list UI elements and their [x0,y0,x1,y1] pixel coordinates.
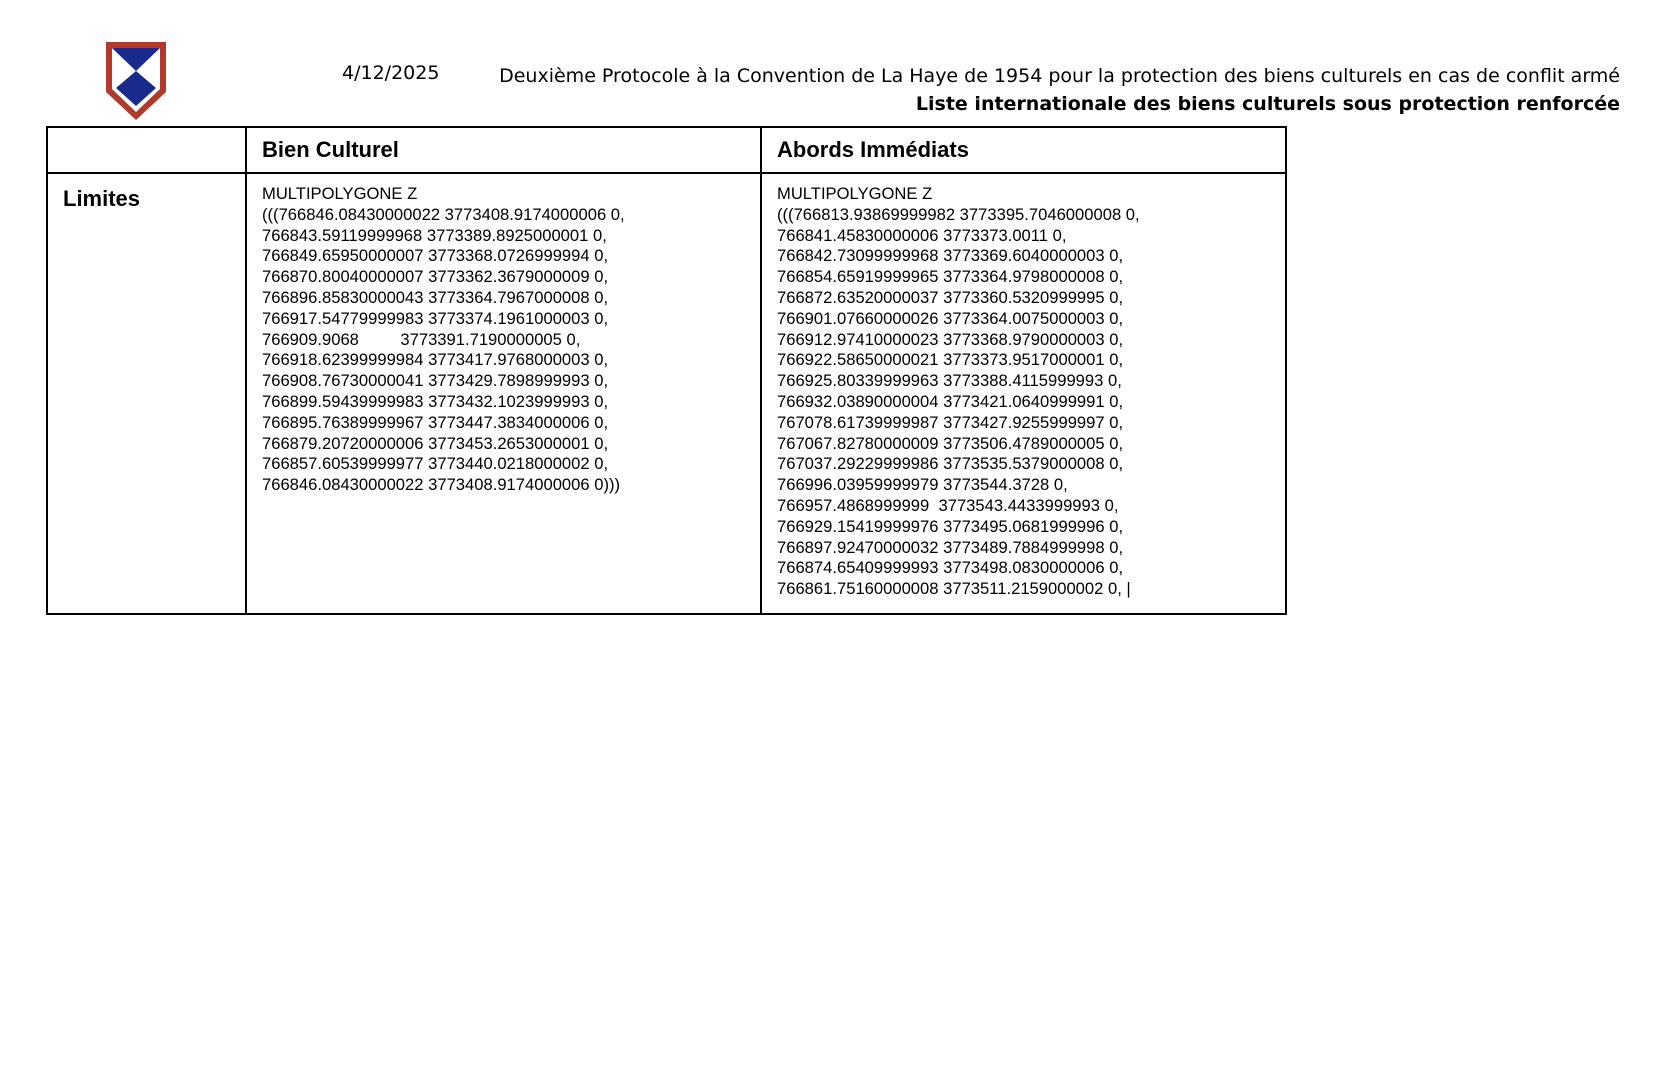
bien-culturel-coordinates: MULTIPOLYGONE Z (((766846.08430000022 3773408.9174000006 0, 766843.59119999968 3773389.8925000001 0, 766849.65950000007 3773368.0726999994 0, 766870.80040000007 3773362.3679000009 0, 766896.85830000043 3773364.7967000008 0, 766917.54779999983 3773374.1961000003 0, 766909.9068 3773391.7190000005 0, 766918.62399999984 3773417.9768000003 0, 766908.76730000041 3773429.7898999993 0, 766899.59439999983 3773432.1023999993 0, 766895.76389999967 3773447.3834000006 0, 766879.20720000006 3773453.2653000001 0, 766857.60539999977 3773440.0218000002 0, 766846.08430000022 3773408.9174000006 0))) [246,173,761,614]
row-label-limites: Limites [47,173,246,614]
table-row-limites [47,173,1286,614]
document-title: Deuxième Protocole à la Convention de La Haye de 1954 pour la protection des biens culturels en cas de conflit armé [499,65,1620,87]
table-header-row [47,127,1286,173]
document-subtitle: Liste internationale des biens culturels sous protection renforcée [915,93,1620,115]
header-cell-empty [47,127,246,173]
document-header [499,62,1620,118]
header-cell-abords-immediats: Abords Immédiats [761,127,1286,173]
document-date: 4/12/2025 [342,62,440,84]
limits-table [46,126,1287,615]
header-cell-bien-culturel: Bien Culturel [246,127,761,173]
blue-shield-emblem-icon [104,40,168,122]
abords-immediats-coordinates[interactable]: MULTIPOLYGONE Z (((766813.93869999982 3773395.7046000008 0, 766841.45830000006 3773373.0011 0, 766842.73099999968 3773369.6040000003 0, 766854.65919999965 3773364.9798000008 0, 766872.63520000037 3773360.5320999995 0, 766901.07660000026 3773364.0075000003 0, 766912.97410000023 3773368.9790000003 0, 766922.58650000021 3773373.9517000001 0, 766925.80339999963 3773388.4115999993 0, 766932.03890000004 3773421.0640999991 0, 767078.61739999987 3773427.9255999997 0, 767067.82780000009 3773506.4789000005 0, 767037.29229999986 3773535.5379000008 0, 766996.03959999979 3773544.3728 0, 766957.4868999999 3773543.4433999993 0, 766929.15419999976 3773495.0681999996 0, 766897.92470000032 3773489.7884999998 0, 766874.65409999993 3773498.0830000006 0, 766861.75160000008 3773511.2159000002 0, | [761,173,1286,614]
